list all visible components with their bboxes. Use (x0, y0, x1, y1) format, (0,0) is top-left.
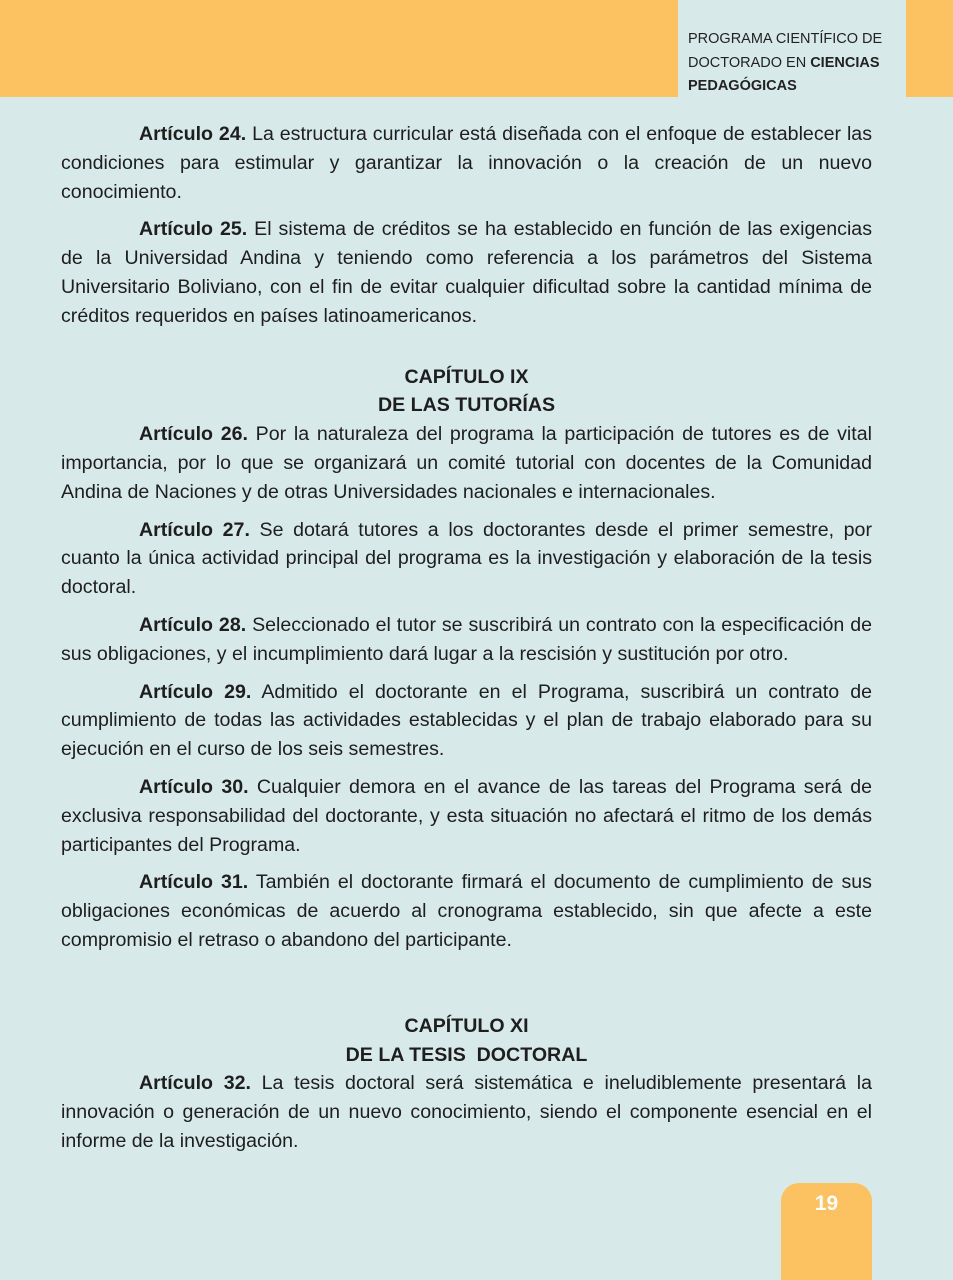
article-29 (61, 678, 872, 764)
chapter-heading-xi (61, 1012, 872, 1070)
article-label: Artículo 27. (139, 518, 250, 541)
program-title-line1: PROGRAMA CIENTÍFICO DE (688, 31, 883, 47)
article-label: Artículo 25. (139, 218, 248, 241)
article-25 (61, 215, 872, 330)
program-title-line2: DOCTORADO EN CIENCIAS (688, 54, 880, 71)
article-text: La estructura curricular está diseñada con el enfoque de establecer las condiciones para estimular y garantizar la innovación o la creación de un nuevo conocimiento. (61, 123, 872, 203)
article-28 (61, 611, 872, 669)
page-number: 19 (814, 1192, 839, 1215)
article-text: Se dotará tutores a los doctorantes desde el primer semestre, por cuanto la única actividad principal del programa es la investigación y elaboración de la tesis doctoral. (61, 518, 872, 599)
article-label: Artículo 29. (139, 680, 252, 703)
program-title (688, 28, 903, 99)
document-body (61, 120, 872, 1165)
article-label: Artículo 26. (139, 423, 248, 446)
header-accent-bar-left (0, 0, 678, 97)
article-label: Artículo 30. (139, 775, 249, 798)
article-label: Artículo 24. (139, 123, 247, 145)
program-title-line3: PEDAGÓGICAS (688, 78, 797, 94)
article-text: Admitido el doctorante en el Programa, suscribirá un contrato de cumplimiento de todas las actividades establecidas y el plan de trabajo elaborado para su ejecución en el curso de los seis semestres. (61, 680, 872, 761)
chapter-number: CAPÍTULO XI (404, 1014, 529, 1037)
article-label: Artículo 28. (139, 613, 247, 636)
chapter-title: DE LA TESIS DOCTORAL (345, 1043, 588, 1066)
article-30 (61, 773, 872, 859)
article-text: Seleccionado el tutor se suscribirá un contrato con la especificación de sus obligaciones, y el incumplimiento dará lugar a la rescisión y sustitución por otro. (61, 613, 872, 665)
article-text: Cualquier demora en el avance de las tareas del Programa será de exclusiva responsabilidad del doctorante, y esta situación no afectará el ritmo de los demás participantes del Programa. (61, 775, 872, 856)
header-accent-bar-right (906, 0, 953, 97)
article-text: El sistema de créditos se ha establecido en función de las exigencias de la Universidad Andina y teniendo como referencia a los parámetros del Sistema Universitario Boliviano, con el fin de evitar cualquier dificultad sobre la cantidad mínima de créditos requeridos en países latinoamericanos. (61, 218, 872, 327)
chapter-number: CAPÍTULO IX (404, 365, 529, 388)
chapter-heading-ix (61, 363, 872, 421)
article-32 (61, 1069, 872, 1155)
article-label: Artículo 31. (139, 871, 249, 894)
article-label: Artículo 32. (139, 1072, 251, 1095)
article-text: La tesis doctoral será sistemática e ineludiblemente presentará la innovación o generación de un nuevo conocimiento, siendo el componente esencial en el informe de la investigación. (61, 1072, 872, 1152)
article-27 (61, 516, 872, 602)
article-31 (61, 868, 872, 954)
article-text: También el doctorante firmará el documento de cumplimiento de sus obligaciones económicas de acuerdo al cronograma establecido, sin que afecte a este compromisio el retraso o abandono del participante. (61, 871, 872, 951)
article-26 (61, 420, 872, 506)
article-text: Por la naturaleza del programa la participación de tutores es de vital importancia, por lo que se organizará un comité tutorial con docentes de la Comunidad Andina de Naciones y de otras Universidades nacionales e internacionales. (61, 423, 872, 503)
article-24 (61, 120, 872, 206)
chapter-title: DE LAS TUTORÍAS (377, 394, 556, 417)
